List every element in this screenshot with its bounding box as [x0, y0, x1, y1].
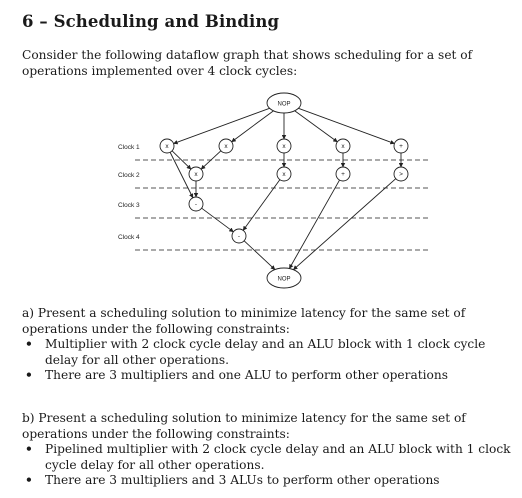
node-label: - [194, 201, 198, 209]
question-a [22, 306, 512, 384]
edge-c2_gt-to-nop_bottom [293, 179, 395, 270]
question-b-bullet-1 [22, 442, 512, 473]
clock-label: Clock 1 [118, 144, 140, 151]
node-c4_sub [232, 229, 246, 243]
clock-label: Clock 4 [118, 234, 140, 241]
node-label: x [341, 143, 345, 151]
question-b-intro: b) Present a scheduling solution to minimize latency for the same set of operations under the following constraints: [22, 411, 466, 441]
clock-label: Clock 3 [118, 202, 140, 209]
question-b-bullet-2 [22, 473, 512, 489]
node-c1_mul1 [160, 139, 174, 153]
node-label: x [224, 143, 228, 151]
node-label: - [237, 233, 241, 241]
edge-nop_top-to-c1_add [298, 108, 394, 143]
node-c2_mul2 [277, 167, 291, 181]
dataflow-graph [0, 90, 522, 290]
bullet-icon: • [25, 368, 33, 382]
bullet-icon: • [25, 473, 33, 487]
clock-labels [118, 144, 140, 241]
edge-c2_mul2-to-c4_sub [243, 180, 280, 231]
node-label: + [399, 143, 403, 151]
node-c2_mul1 [189, 167, 203, 181]
graph-edges [170, 108, 401, 269]
node-c1_mul2 [219, 139, 233, 153]
node-nop_top [267, 93, 301, 113]
edge-c4_sub-to-nop_bottom [244, 241, 275, 270]
node-c1_mul4 [336, 139, 350, 153]
node-nop_bottom [267, 268, 301, 288]
question-a-bullet-1 [22, 337, 512, 368]
node-c2_gt [394, 167, 408, 181]
edge-c3_sub-to-c4_sub [202, 208, 234, 232]
node-label: NOP [277, 101, 291, 108]
node-c1_mul3 [277, 139, 291, 153]
edge-c1_mul1-to-c2_mul1 [172, 151, 191, 169]
bullet-text: There are 3 multipliers and 3 ALUs to perform other operations [45, 473, 440, 487]
node-label: + [341, 171, 345, 179]
edge-nop_top-to-c1_mul1 [174, 108, 270, 143]
edge-nop_top-to-c1_mul2 [232, 111, 274, 142]
node-c1_add [394, 139, 408, 153]
edge-c2_add-to-nop_bottom [289, 180, 339, 268]
intro-paragraph: Consider the following dataflow graph that shows scheduling for a set of operations implemented over 4 clock cycles: [22, 48, 473, 78]
node-label: NOP [277, 276, 291, 283]
bullet-icon: • [25, 337, 33, 351]
bullet-text: There are 3 multipliers and one ALU to perform other operations [45, 368, 448, 382]
node-label: x [165, 143, 169, 151]
bullet-text: Pipelined multiplier with 2 clock cycle delay and an ALU block with 1 clock cycle delay for all other operations. [45, 442, 511, 472]
node-label: x [194, 171, 198, 179]
question-b-bullets [22, 442, 512, 489]
section-title: 6 – Scheduling and Binding [22, 12, 280, 31]
clock-label: Clock 2 [118, 172, 140, 179]
question-a-bullet-2 [22, 368, 512, 384]
bullet-icon: • [25, 442, 33, 456]
node-label: x [282, 171, 286, 179]
bullet-text: Multiplier with 2 clock cycle delay and an ALU block with 1 clock cycle delay for all other operations. [45, 337, 486, 367]
edge-nop_top-to-c1_mul4 [295, 111, 338, 142]
node-c2_add [336, 167, 350, 181]
node-label: > [399, 171, 403, 179]
question-b [22, 411, 512, 489]
node-label: x [282, 143, 286, 151]
question-a-intro: a) Present a scheduling solution to minimize latency for the same set of operations under the following constraints: [22, 306, 466, 336]
node-c3_sub [189, 197, 203, 211]
question-a-bullets [22, 337, 512, 384]
